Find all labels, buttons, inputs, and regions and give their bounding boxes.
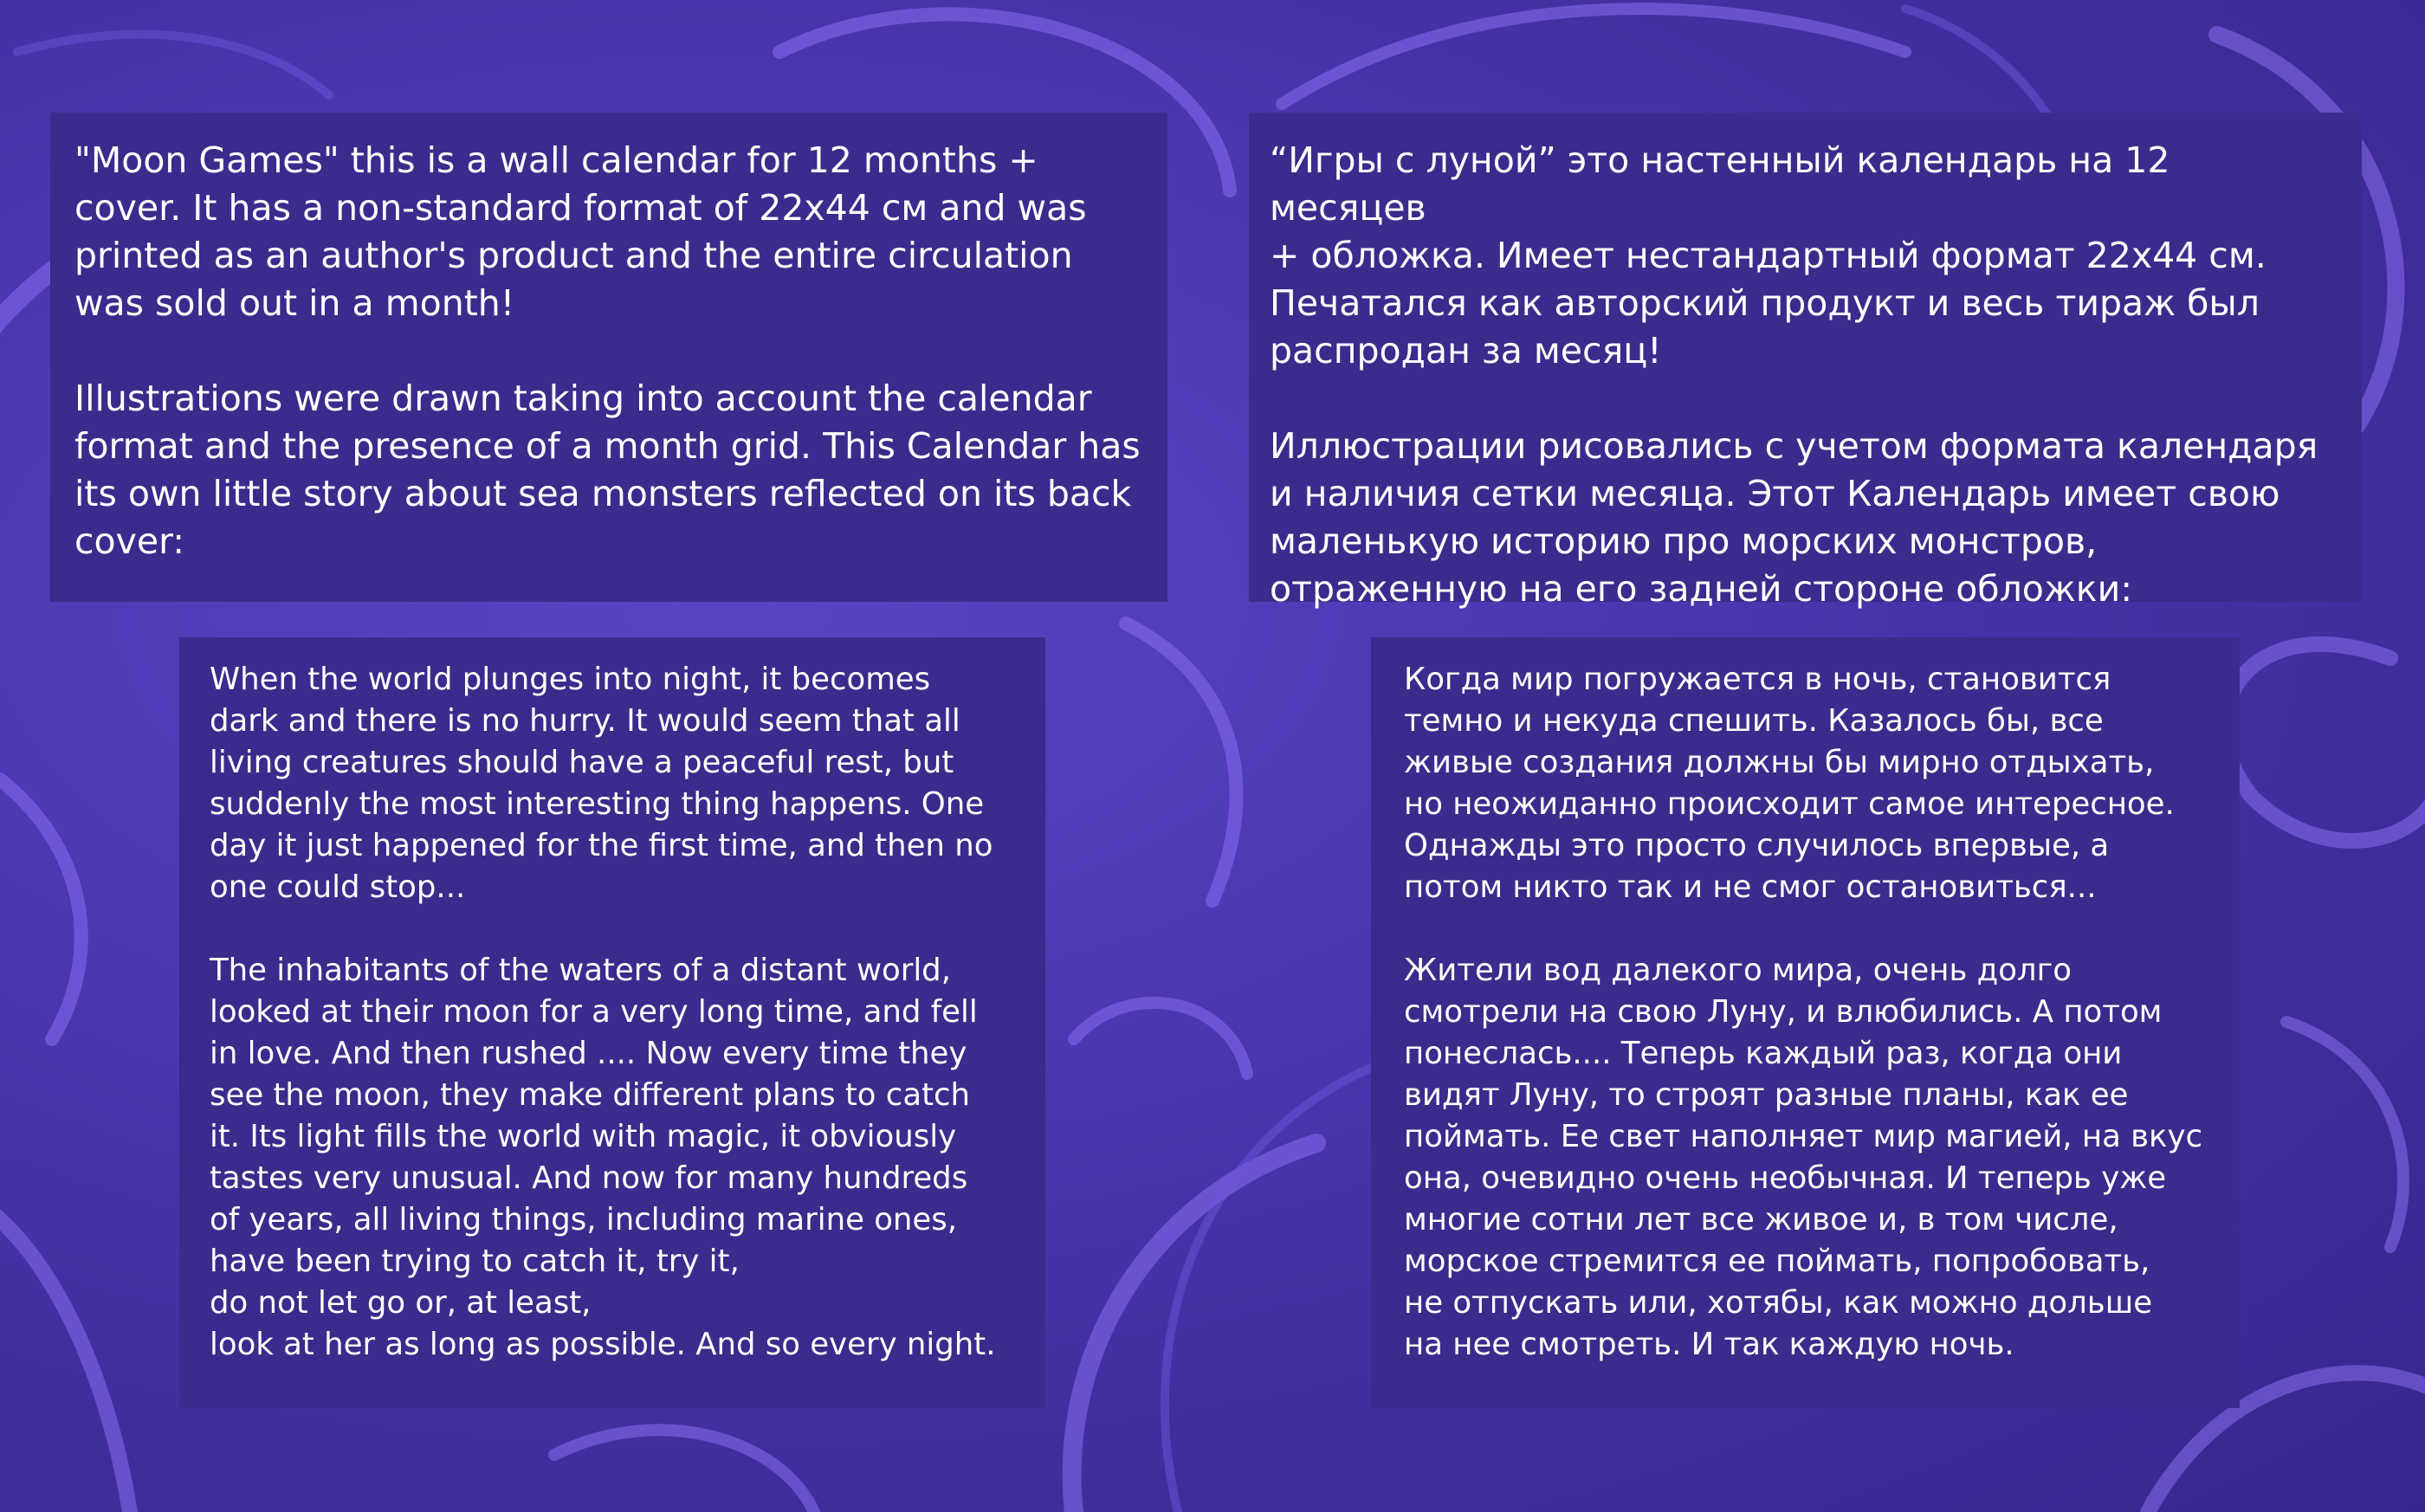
story-panel-russian <box>1371 637 2240 1408</box>
story-russian-paragraph-1: Когда мир погружается в ночь, становится темно и некуда спешить. Казалось бы, все живые создания должны бы мирно отдыхать, но неожиданно происходит самое интересное. Однажды это просто случилось впервые, а потом никто так и не смог остановиться... <box>1404 662 2175 905</box>
intro-russian-paragraph-1: “Игры с луной” это настенный календарь на 12 месяцев + обложка. Имеет нестандартный формат 22x44 см. Печатался как авторский продукт и весь тираж был распродан за месяц! <box>1270 139 2267 372</box>
story-english-paragraph-2: The inhabitants of the waters of a distant world, looked at their moon for a very long time, and fell in love. And then rushed .... Now every time they see the moon, they make different plans to catch it. Its light fills the world with magic, it obviously tastes very unusual. And now for many hundreds of years, all living things, including marine ones, have been trying to catch it, try it, do not let go or, at least, look at her as long as possible. And so every night. <box>210 953 996 1362</box>
paragraph-spacer <box>1270 375 2338 423</box>
intro-english-paragraph-1: "Moon Games" this is a wall calendar for 12 months + cover. It has a non-standard format of 22x44 см and was printed as an author's product and the entire circulation was sold out in a month! <box>74 139 1087 324</box>
story-russian-paragraph-2: Жители вод далекого мира, очень долго смотрели на свою Луну, и влюбились. А потом понеслась.... Теперь каждый раз, когда они видят Луну, то строят разные планы, как ее поймать. Ее свет наполняет мир магией, на вкус она, очевидно очень необычная. И теперь уже многие сотни лет все живое и, в том числе, морское стремится ее поймать, попробовать, не отпускать или, хотябы, как можно дольше на нее смотреть. И так каждую ночь. <box>1404 953 2203 1362</box>
story-english-paragraph-1: When the world plunges into night, it becomes dark and there is no hurry. It would seem that all living creatures should have a peaceful rest, but suddenly the most interesting thing happens. One day it just happened for the first time, and then no one could stop... <box>210 662 993 905</box>
intro-russian-paragraph-2: Иллюстрации рисовались с учетом формата календаря и наличия сетки месяца. Этот Календарь имеет свою маленькую историю про морских монстров, отраженную на его задней стороне обложки: <box>1270 425 2318 610</box>
intro-panel-russian <box>1249 113 2362 610</box>
intro-english-paragraph-2: Illustrations were drawn taking into account the calendar format and the presence of a month grid. This Calendar has its own little story about sea monsters reflected on its back cover: <box>74 378 1141 562</box>
story-panel-english <box>179 637 1045 1408</box>
paragraph-spacer <box>1404 908 2222 950</box>
paragraph-spacer <box>210 908 1028 950</box>
intro-panel-english <box>50 113 1167 602</box>
paragraph-spacer <box>74 327 1143 375</box>
